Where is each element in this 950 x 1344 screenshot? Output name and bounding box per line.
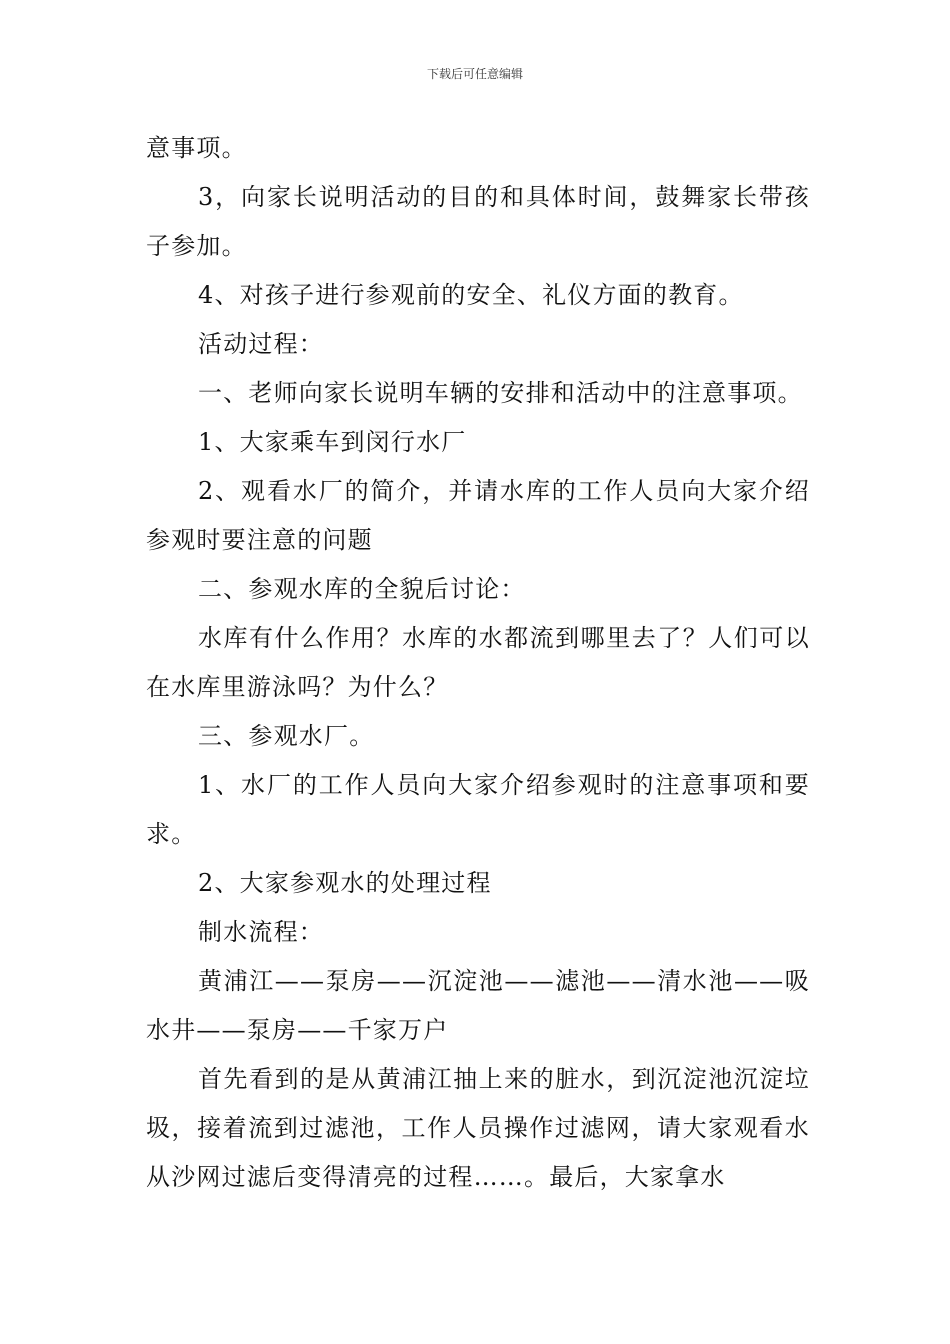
document-body — [146, 124, 810, 1202]
paragraph: 黄浦江——泵房——沉淀池——滤池——清水池——吸水井——泵房——千家万户 — [146, 967, 810, 1044]
paragraph: 3，向家长说明活动的目的和具体时间，鼓舞家长带孩子参加。 — [146, 183, 810, 260]
paragraph: 2、观看水厂的简介，并请水库的工作人员向大家介绍参观时要注意的问题 — [146, 477, 810, 554]
paragraph: 制水流程： — [198, 918, 324, 946]
page-header: 下载后可任意编辑 — [426, 67, 523, 81]
paragraph: 2、大家参观水的处理过程 — [198, 869, 492, 897]
paragraph: 活动过程： — [198, 330, 324, 358]
paragraph: 1、水厂的工作人员向大家介绍参观时的注意事项和要求。 — [146, 771, 810, 848]
paragraph: 意事项。 — [146, 134, 247, 162]
paragraph: 二、参观水库的全貌后讨论： — [198, 575, 526, 603]
paragraph: 4、对孩子进行参观前的安全、礼仪方面的教育。 — [198, 281, 744, 309]
paragraph: 三、参观水厂。 — [198, 722, 375, 750]
paragraph: 水库有什么作用？水库的水都流到哪里去了？人们可以在水库里游泳吗？为什么？ — [146, 624, 810, 701]
paragraph: 首先看到的是从黄浦江抽上来的脏水，到沉淀池沉淀垃圾，接着流到过滤池，工作人员操作过滤网，请大家观看水从沙网过滤后变得清亮的过程……。最后，大家拿水 — [146, 1065, 810, 1191]
paragraph: 一、老师向家长说明车辆的安排和活动中的注意事项。 — [198, 379, 803, 407]
paragraph: 1、大家乘车到闵行水厂 — [198, 428, 467, 456]
